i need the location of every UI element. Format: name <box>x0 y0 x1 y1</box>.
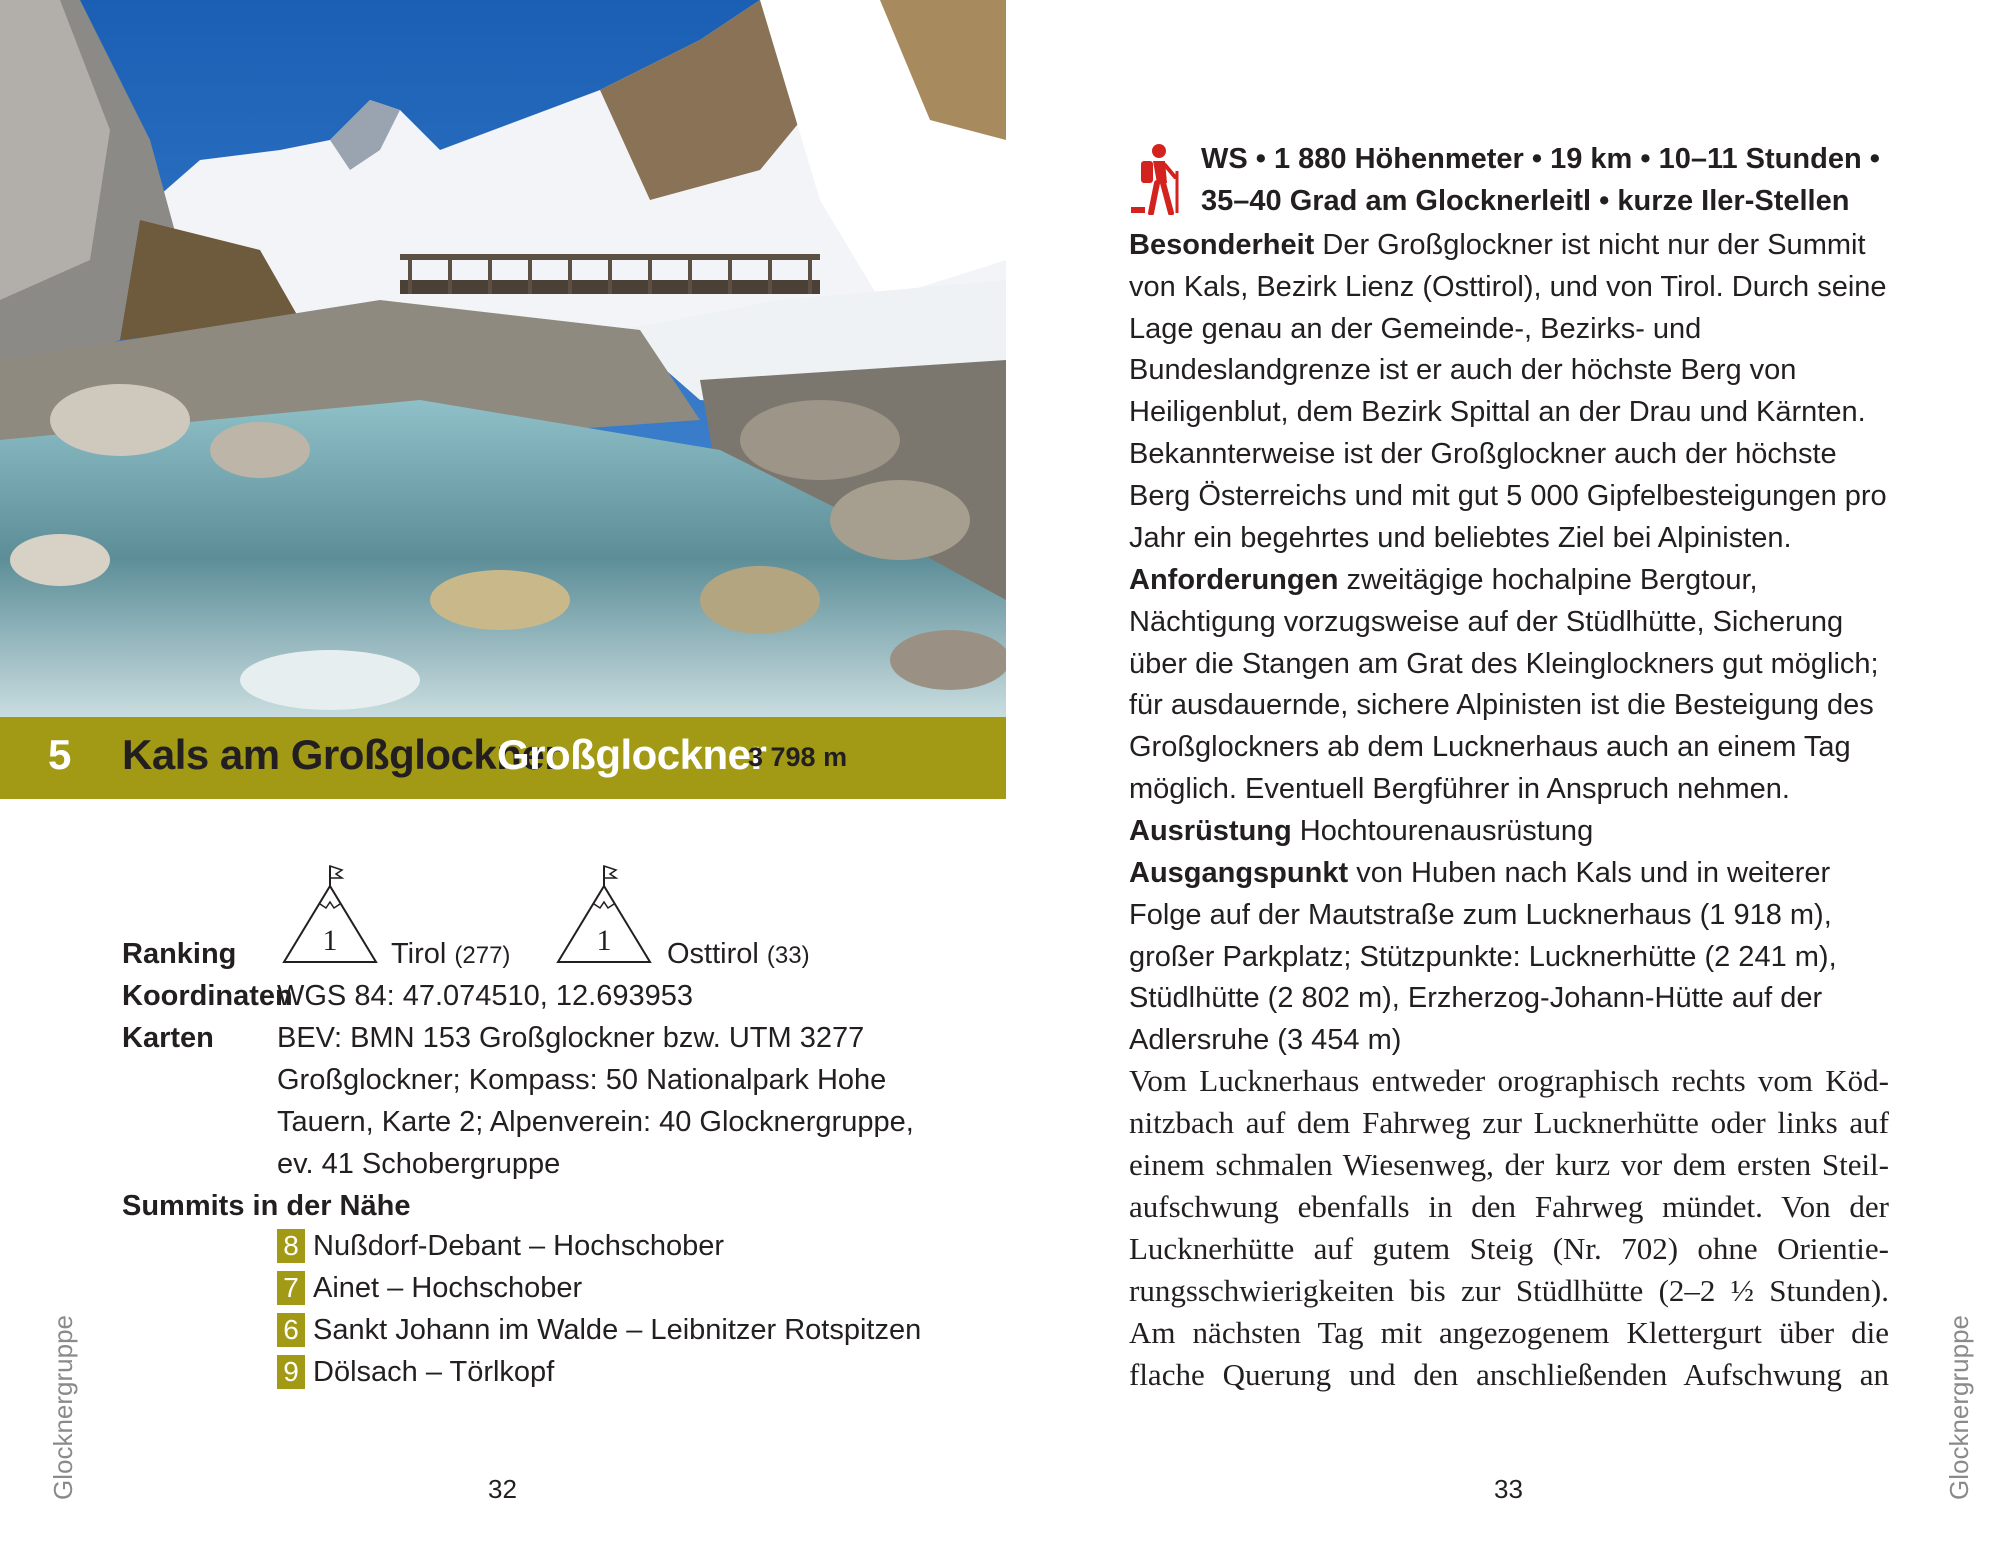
summit-number: 9 <box>277 1355 305 1389</box>
rank-osttirol: 1 <box>596 924 612 957</box>
route-line: aufschwung ebenfalls in den Fahrweg mündet. Von der <box>1129 1189 1889 1224</box>
coordinates-value: WGS 84: 47.074510, 12.693953 <box>277 980 693 1012</box>
nearby-summit <box>277 1271 582 1305</box>
rank-region-osttirol: Osttirol <box>667 938 759 970</box>
side-tab-right: Glocknergruppe <box>1944 1315 1974 1500</box>
summit-flag-icon <box>280 864 380 964</box>
maps-line: Großglockner; Kompass: 50 Nationalpark Hohe <box>277 1064 887 1096</box>
section-besonderheit <box>1129 225 1889 559</box>
summit-name: Sankt Johann im Walde – Leibnitzer Rotspitzen <box>313 1313 922 1346</box>
route-line: Vom Lucknerhaus entweder orographisch rechts vom Köd- <box>1129 1063 1889 1098</box>
route-line: einem schmalen Wiesenweg, der kurz vor dem ersten Steil- <box>1129 1147 1889 1182</box>
section-anforderungen <box>1129 560 1889 811</box>
ranking-label: Ranking <box>122 938 237 970</box>
route-line: Lucknerhütte auf gutem Steig (Nr. 702) ohne Orientie- <box>1129 1231 1889 1266</box>
rank-count-tirol: (277) <box>454 942 511 969</box>
page-number-right: 33 <box>1494 1474 1523 1504</box>
maps-line: Tauern, Karte 2; Alpenverein: 40 Glocknergruppe, <box>277 1106 914 1138</box>
section-label: Besonderheit <box>1129 229 1315 261</box>
page-number-left: 32 <box>488 1474 517 1504</box>
section-text: von Huben nach Kals und in weiterer Folge auf der Mautstraße zum Lucknerhaus (1 918 m), großer Parkplatz; Stützpunkte: Lucknerhütte (2 241 m), Stüdlhütte (2 802 m), Erzherzog-Johann-Hütte auf der Adlersruhe (3 454 m) <box>1129 857 1837 1057</box>
rank-count-osttirol: (33) <box>766 942 810 969</box>
tour-town: Kals am Großglockner <box>122 731 561 778</box>
summit-name: Dölsach – Törlkopf <box>313 1355 555 1388</box>
tour-altitude: 3 798 m <box>748 742 848 772</box>
side-tab-left: Glocknergruppe <box>48 1315 78 1500</box>
summit-number: 6 <box>277 1313 305 1347</box>
route-line: flache Querung und den anschließenden Aufschwung an <box>1129 1357 1889 1392</box>
section-ausgangspunkt <box>1129 853 1889 1062</box>
coordinates-label: Koordinaten <box>122 980 293 1012</box>
summit-number: 8 <box>277 1229 305 1263</box>
section-label: Ausgangspunkt <box>1129 857 1349 889</box>
section-label: Anforderungen <box>1129 564 1339 596</box>
section-ausruestung <box>1129 811 1889 853</box>
section-text: Der Großglockner ist nicht nur der Summit von Kals, Bezirk Lienz (Osttirol), und von Tirol. Durch seine Lage genau an der Gemeinde-, Bezirks- und Bundeslandgrenze ist er auch der höchste Berg von Heiligenblut, dem Bezirk Spittal an der Drau und Kärnten. Bekannterweise ist der Großglockner auch der höchste Berg Österreichs und mit gut 5 000 Gipfelbesteigungen pro Jahr ein begehrtes und beliebtes Ziel bei Alpinisten. <box>1129 229 1887 554</box>
nearby-label: Summits in der Nähe <box>122 1190 411 1222</box>
section-text: zweitägige hochalpine Bergtour, Nächtigung vorzugsweise auf der Stüdlhütte, Sicherung über die Stangen am Grat des Kleinglockners gut möglich; für ausdauernde, sichere Alpinisten ist die Besteigung des Großglockners ab dem Lucknerhaus auch an einem Tag möglich. Eventuell Bergführer in Anspruch nehmen. <box>1129 564 1879 805</box>
maps-line: BEV: BMN 153 Großglockner bzw. UTM 3277 <box>277 1022 865 1054</box>
route-description <box>1129 1060 1889 1396</box>
rank-region-tirol: Tirol <box>391 938 447 970</box>
tour-stats-line: 35–40 Grad am Glocknerleitl • kurze Iler-Stellen <box>1201 185 1850 217</box>
summit-number: 7 <box>277 1271 305 1305</box>
tour-peak: Großglockner <box>497 731 767 778</box>
nearby-summit <box>277 1313 921 1347</box>
nearby-summit <box>277 1355 554 1389</box>
nearby-summit <box>277 1229 724 1263</box>
section-label: Ausrüstung <box>1129 815 1292 847</box>
tour-number: 5 <box>48 731 72 778</box>
route-line: Am nächsten Tag mit angezogenem Klettergurt über die <box>1129 1315 1889 1350</box>
hiker-icon <box>1131 143 1183 215</box>
summit-name: Ainet – Hochschober <box>313 1271 583 1304</box>
maps-line: ev. 41 Schobergruppe <box>277 1148 561 1180</box>
mountain-stream-photo <box>0 0 1006 717</box>
route-line: nitzbach auf dem Fahrweg zur Lucknerhütte oder links auf <box>1129 1105 1889 1140</box>
tour-title-band <box>0 717 1006 799</box>
section-text: Hochtourenausrüstung <box>1299 815 1594 847</box>
summit-name: Nußdorf-Debant – Hochschober <box>313 1229 725 1262</box>
route-line: rungsschwierigkeiten bis zur Stüdlhütte (2–2 ½ Stunden). <box>1129 1273 1889 1308</box>
maps-label: Karten <box>122 1022 214 1054</box>
tour-stats-line: WS • 1 880 Höhenmeter • 19 km • 10–11 Stunden • <box>1201 143 1880 175</box>
summit-flag-icon <box>554 864 654 964</box>
rank-tirol: 1 <box>322 924 338 957</box>
